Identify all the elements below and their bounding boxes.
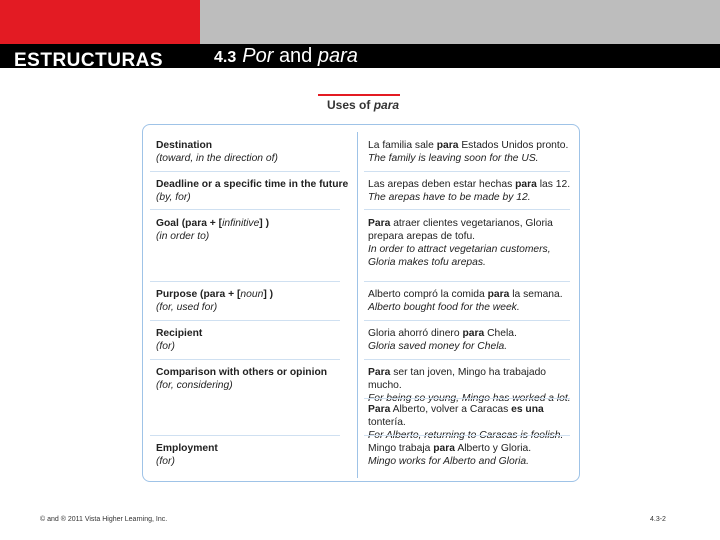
row-destination-label (156, 139, 352, 165)
spanish-example: Para atraer clientes vegetarianos, Gloria prepara arepas de tofu. (368, 218, 553, 242)
row-purpose-label (156, 288, 352, 314)
row-comparison-label (156, 366, 352, 392)
row-label: Purpose (para + [noun] ) (156, 289, 274, 300)
row-separator (150, 435, 340, 436)
row-comparison-example-2 (368, 403, 574, 442)
row-gloss: (in order to) (156, 231, 210, 242)
tab-prefix: Uses of (327, 98, 371, 112)
row-gloss: (for) (156, 456, 175, 467)
row-gloss: (by, for) (156, 192, 191, 203)
row-separator (364, 435, 570, 436)
copyright: © and ® 2011 Vista Higher Learning, Inc. (40, 516, 168, 523)
english-translation: The arepas have to be made by 12. (368, 192, 531, 203)
row-separator (150, 209, 340, 210)
row-label: Comparison with others or opinion (156, 367, 328, 378)
row-deadline-example (368, 178, 574, 204)
spanish-example: Mingo trabaja para Alberto y Gloria. (368, 443, 532, 454)
title-para: para (317, 45, 358, 67)
spanish-example: Gloria ahorró dinero para Chela. (368, 328, 517, 339)
row-gloss: (for) (156, 341, 175, 352)
row-recipient-label (156, 327, 352, 353)
row-goal-label (156, 217, 352, 243)
section-label: ESTRUCTURAS (14, 50, 164, 71)
row-comparison-example (368, 366, 574, 405)
row-separator (364, 398, 570, 399)
row-label: Destination (156, 140, 213, 151)
row-label: Employment (156, 443, 218, 454)
page-title (214, 45, 358, 68)
row-recipient-example (368, 327, 574, 353)
title-por: Por (242, 45, 274, 67)
row-label: Goal (para + [infinitive] ) (156, 218, 270, 229)
spanish-example: Para Alberto, volver a Caracas es una tontería. (368, 404, 544, 428)
row-separator (150, 320, 340, 321)
row-label: Recipient (156, 328, 203, 339)
uses-of-para-tab (318, 94, 400, 114)
row-label: Deadline or a specific time in the future (156, 179, 349, 190)
row-separator (364, 171, 570, 172)
spanish-example: La familia sale para Estados Unidos pronto. (368, 140, 569, 151)
spanish-example: Para ser tan joven, Mingo ha trabajado mucho. (368, 367, 547, 391)
row-separator (364, 359, 570, 360)
row-separator (364, 209, 570, 210)
row-separator (364, 320, 570, 321)
page-number: 4.3-2 (650, 516, 666, 523)
row-employment-label (156, 442, 352, 468)
english-translation: Gloria saved money for Chela. (368, 341, 508, 352)
row-separator (150, 359, 340, 360)
title-and: and (278, 45, 313, 67)
section-number: 4.3 (214, 49, 237, 66)
row-gloss: (for, considering) (156, 380, 233, 391)
column-divider (357, 132, 358, 478)
row-separator (364, 281, 570, 282)
english-translation: Alberto bought food for the week. (368, 302, 520, 313)
row-separator (150, 281, 340, 282)
english-translation: In order to attract vegetarian customers, Gloria makes tofu arepas. (368, 244, 551, 268)
row-gloss: (toward, in the direction of) (156, 153, 278, 164)
tab-word: para (373, 98, 400, 112)
row-separator (150, 171, 340, 172)
spanish-example: Alberto compró la comida para la semana. (368, 289, 563, 300)
row-deadline-label (156, 178, 352, 204)
english-translation: Mingo works for Alberto and Gloria. (368, 456, 530, 467)
row-purpose-example (368, 288, 574, 314)
row-goal-example (368, 217, 574, 269)
row-employment-example (368, 442, 574, 468)
row-gloss: (for, used for) (156, 302, 218, 313)
row-destination-example (368, 139, 574, 165)
english-translation: The family is leaving soon for the US. (368, 153, 539, 164)
spanish-example: Las arepas deben estar hechas para las 12. (368, 179, 571, 190)
